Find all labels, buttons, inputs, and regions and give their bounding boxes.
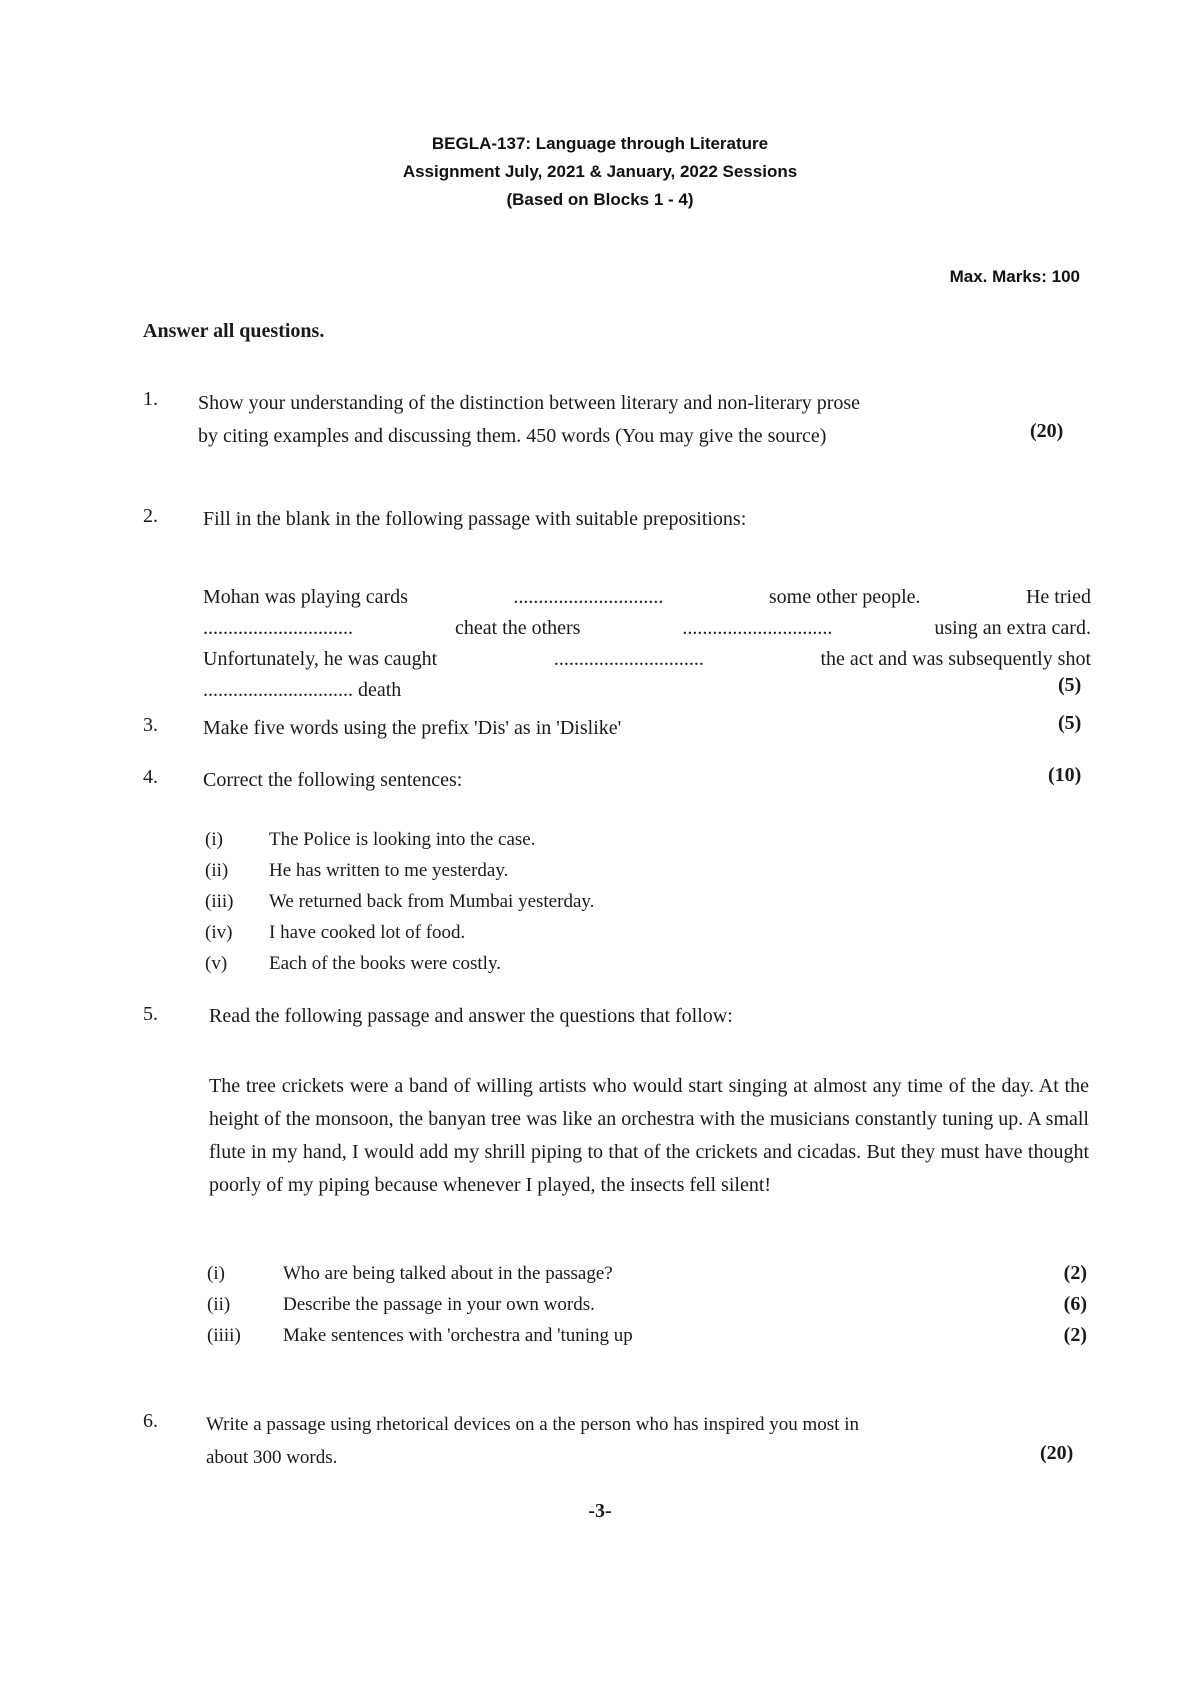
fill-text: Unfortunately, he was caught (203, 648, 438, 670)
item-text: Describe the passage in your own words. (283, 1294, 595, 1315)
fill-text: the act and was subsequently shot (820, 648, 1091, 670)
q1-line1: Show your understanding of the distinction between literary and non-literary prose (198, 392, 861, 414)
q5-text: Read the following passage and answer the questions that follow: (209, 1005, 733, 1027)
q2-fill-passage (203, 582, 1091, 706)
item-number: (iii) (205, 891, 234, 912)
list-item (205, 886, 594, 917)
q5-passage: The tree crickets were a band of willing artists who would start singing at almost any time of the day. At the height of the monsoon, the banyan tree was like an orchestra with the musicians constantly tuning up. A small flute in my hand, I would add my shrill piping to that of the crickets and cicadas. But they must have thought poorly of my piping because whenever I played, the insects fell silent! (209, 1075, 1089, 1196)
item-number: (iiii) (207, 1325, 241, 1346)
q3-number: 3. (143, 714, 158, 736)
fill-text: Mohan was playing cards (203, 586, 408, 608)
q4-text: Correct the following sentences: (203, 769, 463, 791)
item-marks: (2) (1063, 1324, 1087, 1346)
fill-text: He tried (1025, 586, 1091, 608)
item-number: (ii) (205, 860, 229, 881)
blank: .............................. (513, 586, 664, 608)
q6-line2: about 300 words. (206, 1447, 338, 1468)
fill-line-4 (203, 675, 1091, 706)
item-number: (ii) (207, 1294, 231, 1315)
q3-marks: (5) (1058, 712, 1082, 734)
assignment-session: Assignment July, 2021 & January, 2022 Sessions (402, 162, 798, 181)
list-item (207, 1258, 1087, 1289)
list-item (205, 855, 594, 886)
blank: .............................. (203, 679, 353, 701)
item-number: (i) (205, 829, 223, 850)
q5-number: 5. (143, 1003, 158, 1025)
blocks-note: (Based on Blocks 1 - 4) (506, 190, 694, 209)
item-text: We returned back from Mumbai yesterday. (269, 891, 595, 912)
item-text: Who are being talked about in the passage? (283, 1263, 613, 1284)
item-text: Each of the books were costly. (269, 953, 501, 974)
fill-text: some other people. (768, 586, 921, 608)
document-header (0, 130, 1200, 214)
q1-line2: by citing examples and discussing them. 450 words (You may give the source) (198, 425, 827, 447)
item-marks: (2) (1063, 1262, 1087, 1284)
q6-line1: Write a passage using rhetorical devices on a the person who has inspired you most in (206, 1414, 859, 1435)
q4-marks: (10) (1048, 764, 1082, 786)
list-item (207, 1289, 1087, 1320)
blank: .............................. (682, 617, 833, 639)
fill-line-2 (203, 613, 1091, 644)
q2-text: Fill in the blank in the following passage with suitable prepositions: (203, 508, 747, 530)
max-marks: Max. Marks: 100 (949, 267, 1080, 286)
fill-line-3 (203, 644, 1091, 675)
item-number: (iv) (205, 922, 233, 943)
fill-text: cheat the others (454, 617, 581, 639)
q4-number: 4. (143, 766, 158, 788)
q6-text (206, 1408, 859, 1474)
instructions: Answer all questions. (143, 320, 325, 342)
item-marks: (6) (1063, 1293, 1087, 1315)
q1-text (198, 387, 860, 453)
q2-number: 2. (143, 505, 158, 527)
list-item (207, 1320, 1087, 1351)
blank: .............................. (203, 617, 353, 639)
item-text: He has written to me yesterday. (269, 860, 509, 881)
item-text: I have cooked lot of food. (269, 922, 466, 943)
list-item (205, 917, 594, 948)
list-item (205, 824, 594, 855)
q6-marks: (20) (1040, 1442, 1074, 1464)
course-title: BEGLA-137: Language through Literature (431, 134, 769, 153)
item-text: Make sentences with 'orchestra and 'tuning up (283, 1325, 633, 1346)
fill-text: death (358, 679, 402, 701)
page-number: -3- (588, 1500, 612, 1522)
item-text: The Police is looking into the case. (269, 829, 536, 850)
list-item (205, 948, 594, 979)
q5-list (207, 1258, 1087, 1351)
q4-list (205, 824, 594, 979)
q6-number: 6. (143, 1410, 158, 1432)
blank: .............................. (553, 648, 704, 670)
q1-marks: (20) (1030, 420, 1064, 442)
fill-text: using an extra card. (934, 617, 1091, 639)
item-number: (v) (205, 953, 228, 974)
fill-line-1 (203, 582, 1091, 613)
q3-text: Make five words using the prefix 'Dis' as in 'Dislike' (203, 717, 622, 739)
item-number: (i) (207, 1263, 225, 1284)
q1-number: 1. (143, 388, 158, 410)
q2-marks: (5) (1058, 674, 1082, 696)
